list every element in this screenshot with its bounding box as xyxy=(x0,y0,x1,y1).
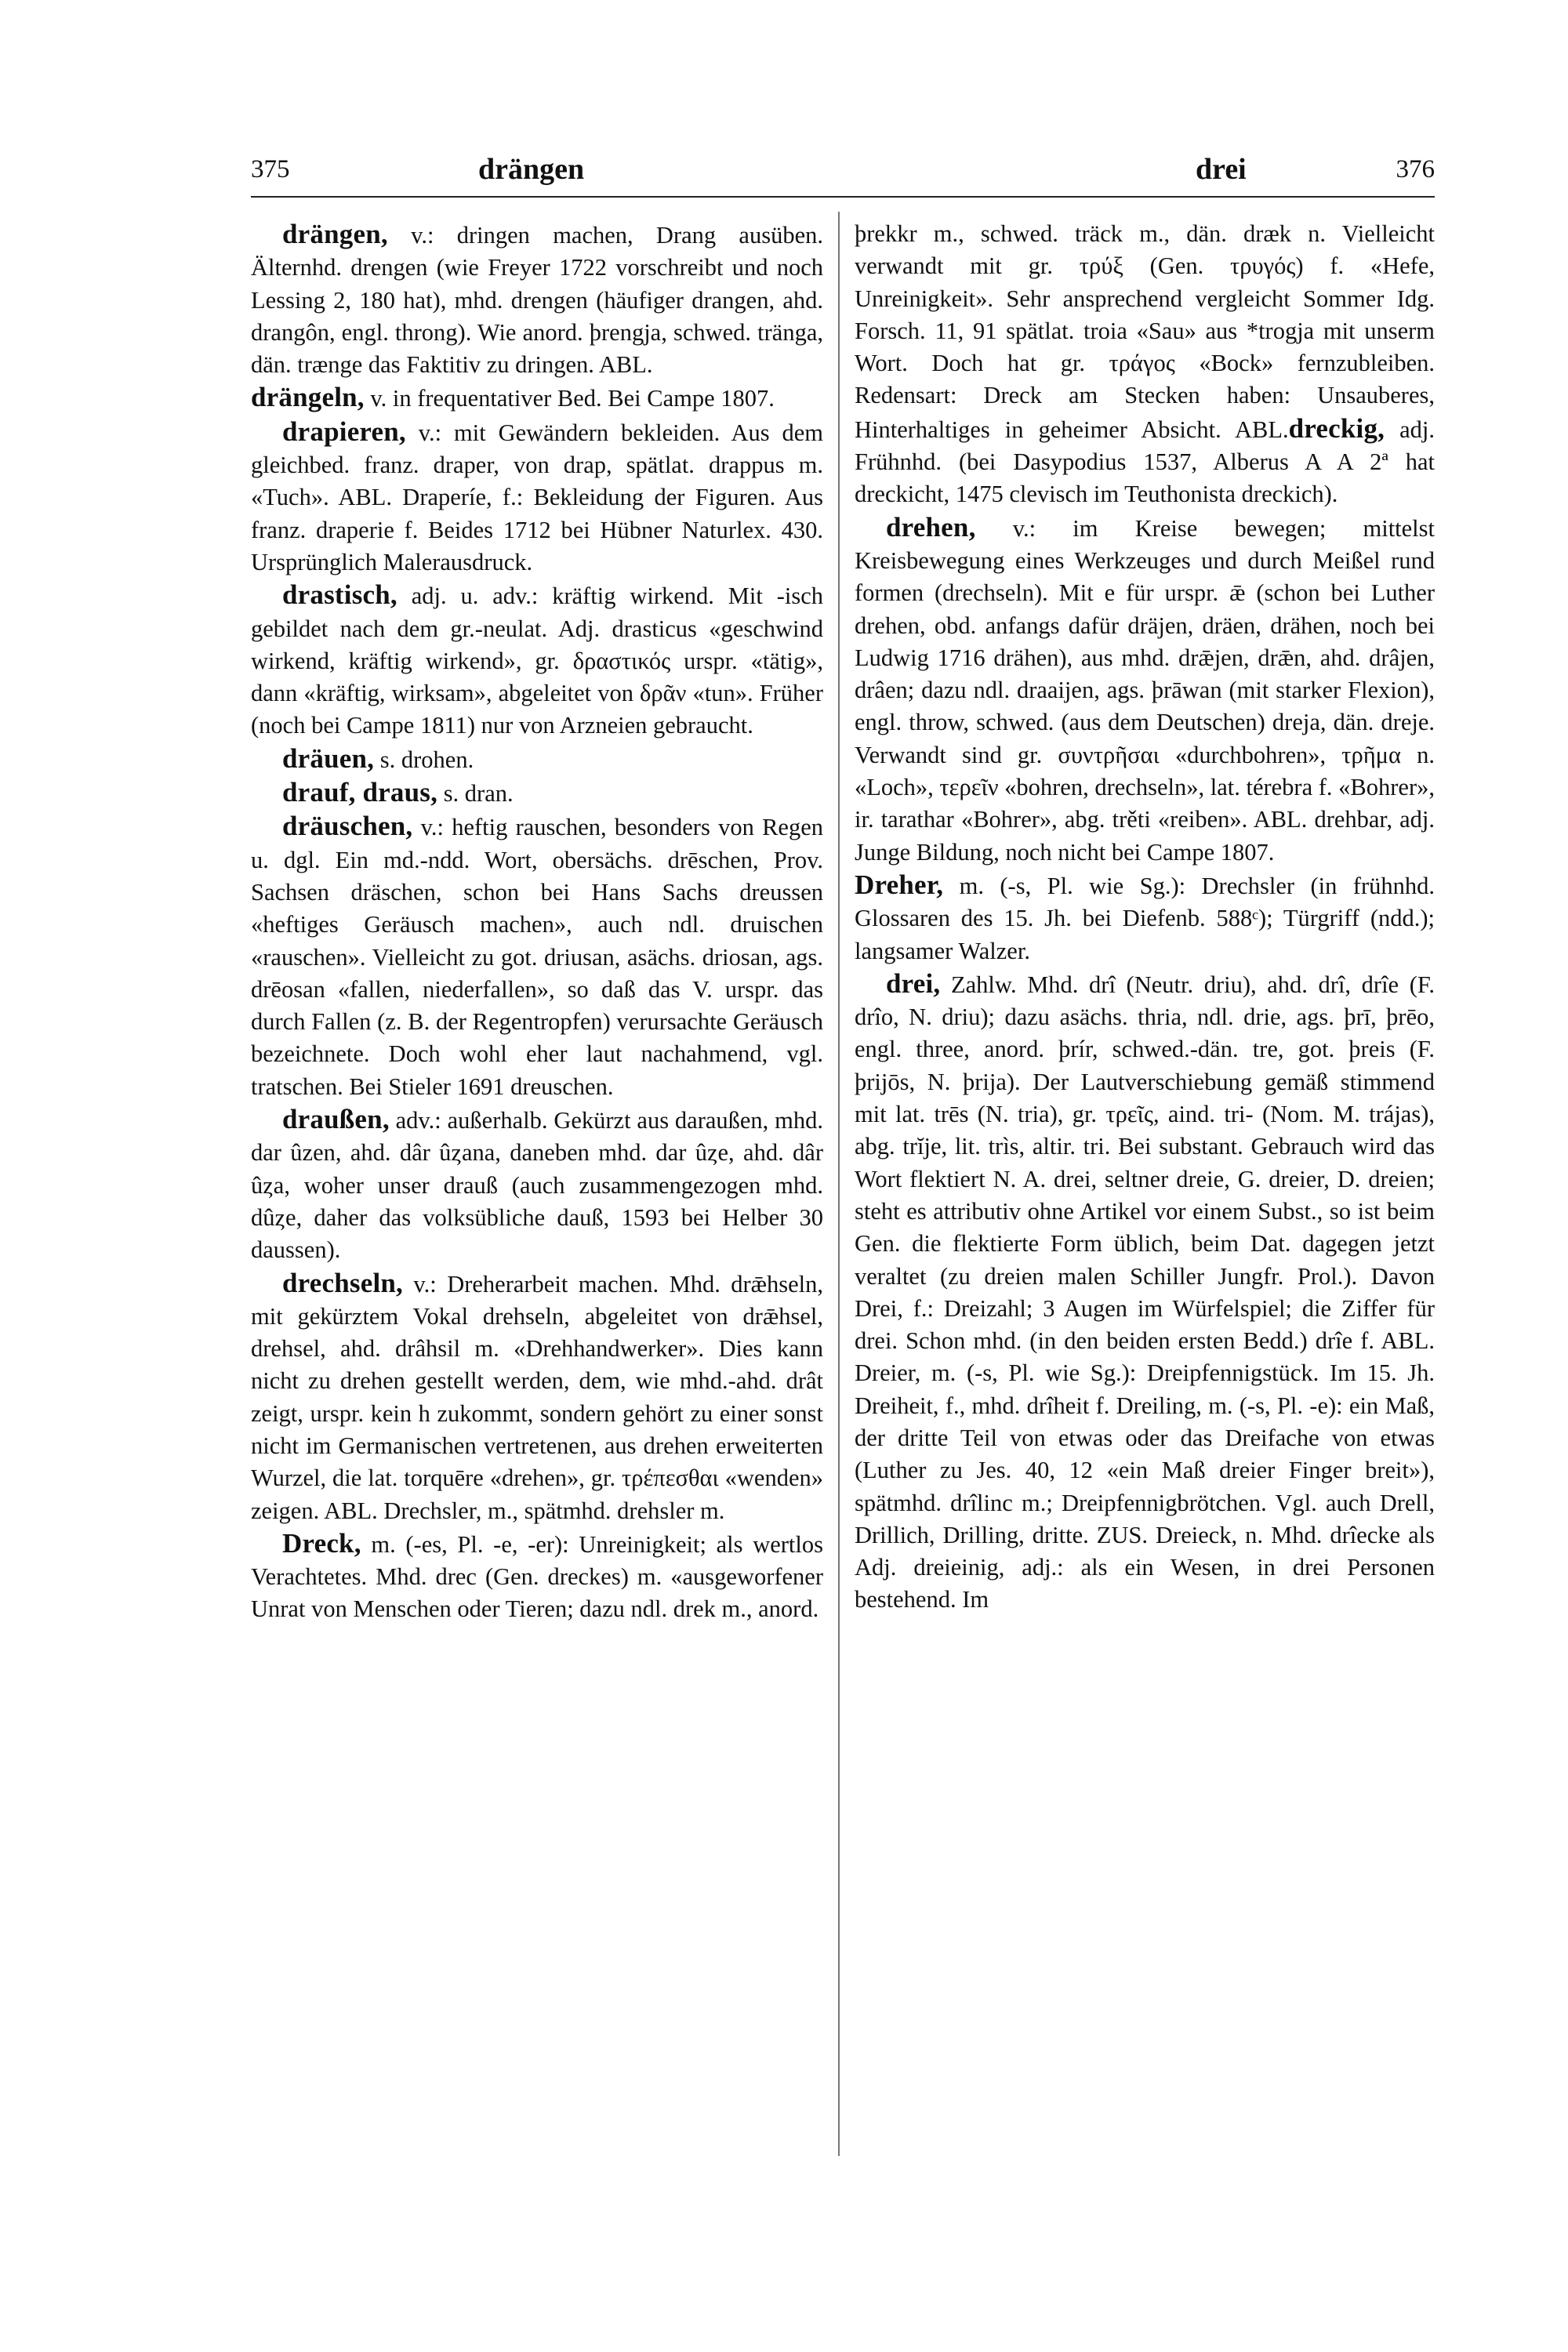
dictionary-entry xyxy=(251,218,823,381)
left-column xyxy=(251,218,823,1626)
entry-headword: draußen, xyxy=(282,1104,390,1135)
entry-text: s. drohen. xyxy=(374,746,474,773)
entry-headword: Dreck, xyxy=(282,1527,361,1559)
entry-text: m. (-s, Pl. wie Sg.): Drechsler (in frühnhd. Glossaren des 15. Jh. bei Diefenb. 588ᶜ); Türgriff (ndd.); langsamer Walzer. xyxy=(855,872,1435,964)
dictionary-entry xyxy=(251,381,823,415)
dictionary-entry xyxy=(855,967,1435,1617)
running-head-left: drängen xyxy=(478,153,585,186)
entry-text: v. in frequentativer Bed. Bei Campe 1807. xyxy=(364,385,775,412)
entry-headword: dräuschen, xyxy=(282,811,413,842)
entry-text: v.: dringen machen, Drang ausüben. Älternhd. drengen (wie Freyer 1722 vorschreibt und noch Lessing 2, 180 hat), mhd. drengen (häufiger drangen, ahd. drangôn, engl. throng). Wie anord. þrengja, schwed. tränga, dän. trænge das Faktitiv zu dringen. ABL. xyxy=(251,222,823,379)
entry-text: adv.: außerhalb. Gekürzt aus daraußen, mhd. dar ûzen, ahd. dâr ûȥana, daneben mhd. dar ûȥe, ahd. dâr ûȥa, woher unser drauß (auch zusammengezogen mhd. dûȥe, daher das volksübliche dauß, 1593 bei Helber 30 daussen). xyxy=(251,1107,823,1264)
dictionary-entry xyxy=(251,1267,823,1527)
dictionary-entry xyxy=(251,579,823,742)
running-head-right: drei xyxy=(1196,153,1247,186)
dictionary-entry xyxy=(251,1103,823,1266)
dictionary-entry xyxy=(251,776,823,810)
dictionary-entry xyxy=(251,416,823,579)
entry-headword: drastisch, xyxy=(282,579,397,611)
entry-text: adj. u. adv.: kräftig wirkend. Mit -isch gebildet nach dem gr.-neulat. Adj. drasticus «geschwind wirkend, kräftig wirkend», gr. δραστικός urspr. «tätig», dann «kräftig, wirksam», abgeleitet von δρᾶν «tun». Früher (noch bei Campe 1811) nur von Arzneien gebraucht. xyxy=(251,583,823,739)
right-column xyxy=(855,218,1435,1617)
entry-headword: drehen, xyxy=(886,511,976,543)
entry-headword: Dreher, xyxy=(855,869,944,900)
entry-headword: drechseln, xyxy=(282,1267,403,1298)
entry-text: adj. Frühnhd. (bei Dasypodius 1537, Alberus A A 2ª hat dreckicht, 1475 clevisch im Teuthonista dreckich). xyxy=(855,416,1435,508)
entry-text: Zahlw. Mhd. drî (Neutr. driu), ahd. drî, drîe (F. drîo, N. driu); dazu asächs. thria, ndl. drie, ags. þrī, þrēo, engl. three, anord. þrír, schwed.-dän. tre, got. þreis (F. þrijōs, N. þrija). Der Lautverschiebung gemäß stimmend mit lat. trēs (N. tria), gr. τρεῖς, aind. tri- (Nom. M. trájas), abg. trĭje, lit. trìs, altir. tri. Bei substant. Gebrauch wird das Wort flektiert N. A. drei, seltner dreie, G. dreier, D. dreien; steht es attributiv ohne Artikel vor einem Subst., so ist beim Gen. die flektierte Form üblich, beim Dat. dagegen jetzt veraltet (zu dreien malen Schiller Jungfr. Prol.). Davon Drei, f.: Dreizahl; 3 Augen im Würfelspiel; die Ziffer für drei. Schon mhd. (in den beiden ersten Bedd.) drîe f. ABL. Dreier, m. (-s, Pl. wie Sg.): Dreipfennigstück. Im 15. Jh. Dreiheit, f., mhd. drîheit f. Dreiling, m. (-s, Pl. -e): ein Maß, der dritte Teil von etwas oder das Dreifache von etwas (Luther zu Jes. 40, 12 «ein Maß dreier Finger breit»), spätmhd. drîlinc m.; Dreipfennigbrötchen. Vgl. auch Drell, Drillich, Drilling, dritte. ZUS. Dreieck, n. Mhd. drîecke als Adj. dreieinig, adj.: als ein Wesen, in drei Personen bestehend. Im xyxy=(855,971,1435,1613)
entry-headword: drei, xyxy=(886,967,941,999)
column-divider xyxy=(838,212,840,2156)
entry-text: s. dran. xyxy=(437,780,514,808)
entry-text: v.: Dreherarbeit machen. Mhd. drǣhseln, mit gekürztem Vokal drehseln, abgeleitet von drǣhsel, drehsel, ahd. drâhsil m. «Drehhandwerker». Dies kann nicht zu drehen gestellt werden, dem, wie mhd.-ahd. drât zeigt, urspr. kein h zukommt, sondern gehört zu einer sonst nicht im Germanischen vertretenen, aus drehen erweiterten Wurzel, die lat. torquēre «drehen», gr. τρέπεσθαι «wenden» zeigen. ABL. Drechsler, m., spätmhd. drehsler m. xyxy=(251,1270,823,1524)
dictionary-entry xyxy=(855,869,1435,967)
page-number-left: 375 xyxy=(251,155,290,183)
dictionary-entry xyxy=(251,810,823,1103)
entry-headword: drängen, xyxy=(282,219,388,249)
entry-text: v.: im Kreise bewegen; mittelst Kreisbewegung eines Werkzeuges und durch Meißel rund formen (drechseln). Mit e für urspr. ǣ (schon bei Luther drehen, obd. anfangs dafür dräjen, dräen, drähen, noch bei Ludwig 1716 drähen), aus mhd. drǣjen, drǣn, ahd. drâjen, drâen; dazu ndl. draaijen, ags. þrāwan (mit starker Flexion), engl. throw, schwed. (aus dem Deutschen) dreja, dän. dreje. Verwandt sind gr. συντρῆσαι «durchbohren», τρῆμα n. «Loch», τερεῖν «bohren, drechseln», lat. térebra f. «Bohrer», ir. tarathar «Bohrer», abg. trěti «reiben». ABL. drehbar, adj. Junge Bildung, noch nicht bei Campe 1807. xyxy=(855,514,1435,866)
entry-headword: dräuen, xyxy=(282,742,375,774)
entry-text: v.: mit Gewändern bekleiden. Aus dem gleichbed. franz. draper, von drap, spätlat. drappus m. «Tuch». ABL. Draperíe, f.: Bekleidung der Figuren. Aus franz. draperie f. Beides 1712 bei Hübner Naturlex. 430. Ursprünglich Malerausdruck. xyxy=(251,419,823,575)
page-number-right: 376 xyxy=(1396,155,1435,183)
entry-text: v.: heftig rauschen, besonders von Regen u. dgl. Ein md.-ndd. Wort, obersächs. drēschen, Prov. Sachsen dräschen, schon bei Hans Sachs dreussen «heftiges Geräusch machen», auch ndl. druischen «rauschen». Vielleicht zu got. driusan, asächs. driosan, ags. drēosan «fallen, niederfallen», so daß das V. urspr. das durch Fallen (z. B. der Regentropfen) verursachte Geräusch bezeichnete. Doch wohl eher laut nachahmend, vgl. tratschen. Bei Stieler 1691 dreuschen. xyxy=(251,814,823,1100)
entry-text: m. (-es, Pl. -e, -er): Unreinigkeit; als wertlos Verachtetes. Mhd. drec (Gen. dreckes) m. «ausgeworfener Unrat von Menschen oder Tieren; dazu ndl. drek m., anord. xyxy=(251,1530,823,1623)
dictionary-entry-continued xyxy=(855,218,1435,511)
dictionary-entry xyxy=(251,742,823,776)
entry-headword: drängeln, xyxy=(251,382,365,413)
dictionary-entry xyxy=(251,1527,823,1626)
page-header xyxy=(251,149,1435,198)
entry-headword: dreckig, xyxy=(1288,412,1385,444)
entry-headword: drapieren, xyxy=(282,416,406,447)
entry-headword: drauf, draus, xyxy=(282,777,438,808)
dictionary-entry xyxy=(855,511,1435,869)
entry-text: þrekkr m., schwed. träck m., dän. dræk n. Vielleicht verwandt mit gr. τρύξ (Gen. τρυγός) f. «Hefe, Unreinigkeit». Sehr ansprechend vergleicht Sommer Idg. Forsch. 11, 91 spätlat. troia «Sau» aus *trogja mit unserm Wort. Doch hat gr. τράγος «Bock» fernzubleiben. Redensart: Dreck am Stecken haben: Unsauberes, Hinterhaltiges in geheimer Absicht. ABL. xyxy=(855,220,1435,443)
